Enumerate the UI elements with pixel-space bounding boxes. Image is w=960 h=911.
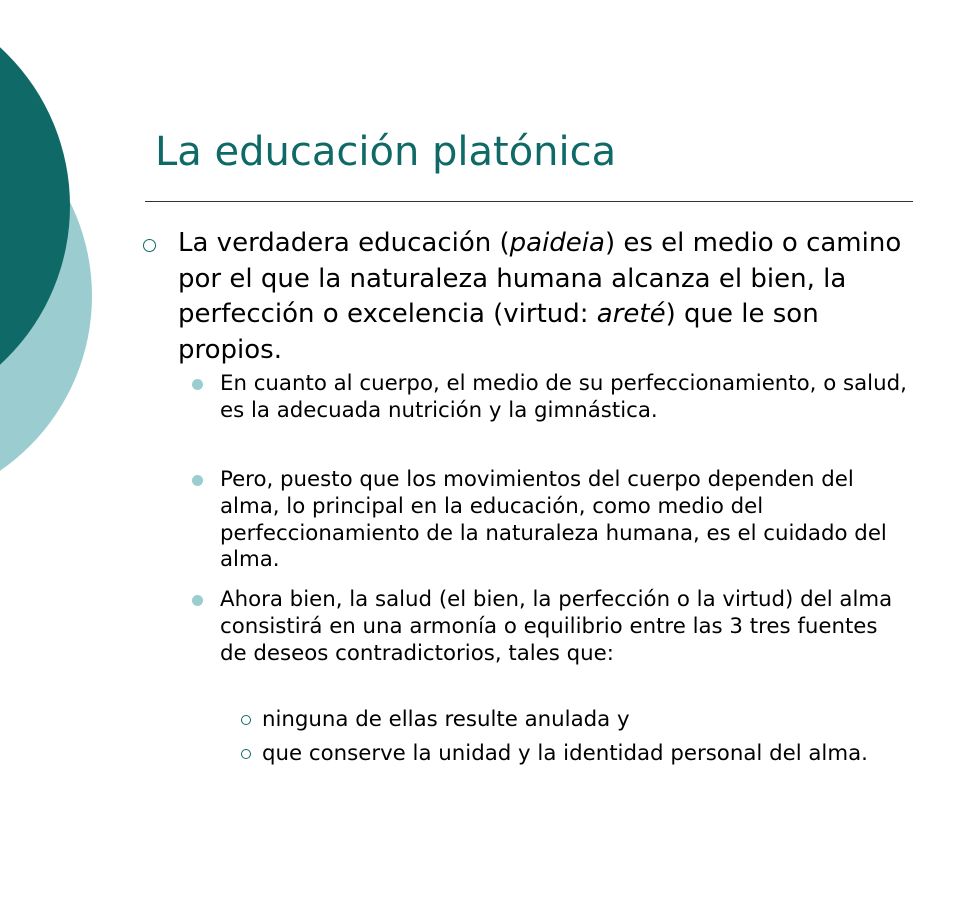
sub-sub-point: ninguna de ellas resulte anulada y <box>262 707 630 732</box>
sub-point: Pero, puesto que los movimientos del cuerpo dependen del alma, lo principal en la educación, como medio del perfeccionamiento de la naturaleza humana, es el cuidado del alma. <box>220 467 887 573</box>
hollow-circle-icon <box>143 239 156 252</box>
arete-term: areté <box>596 299 666 329</box>
sub-sub-point: que conserve la unidad y la identidad personal del alma. <box>262 741 868 766</box>
main-point-text-part: ) es el medio o camino por el que la naturaleza humana alcanza el bien, la perfección o excelencia (virtud: <box>178 228 902 329</box>
main-point-text-part: La verdadera educación ( <box>178 228 510 258</box>
hollow-circle-icon <box>241 715 251 725</box>
filled-circle-icon <box>192 379 203 390</box>
hollow-circle-icon <box>241 749 251 759</box>
filled-circle-icon <box>192 595 203 606</box>
slide-title: La educación platónica <box>155 129 617 175</box>
main-point-text-part: ) que le son propios. <box>178 299 819 365</box>
sub-point: En cuanto al cuerpo, el medio de su perfeccionamiento, o salud, es la adecuada nutrición y la gimnástica. <box>220 371 907 423</box>
title-divider <box>145 201 913 202</box>
sub-point: Ahora bien, la salud (el bien, la perfección o la virtud) del alma consistirá en una armonía o equilibrio entre las 3 tres fuentes de deseos contradictorios, tales que: <box>220 587 893 666</box>
main-point <box>178 226 918 368</box>
paideia-term: paideia <box>509 228 605 258</box>
decorative-circles <box>0 0 120 500</box>
filled-circle-icon <box>192 475 203 486</box>
